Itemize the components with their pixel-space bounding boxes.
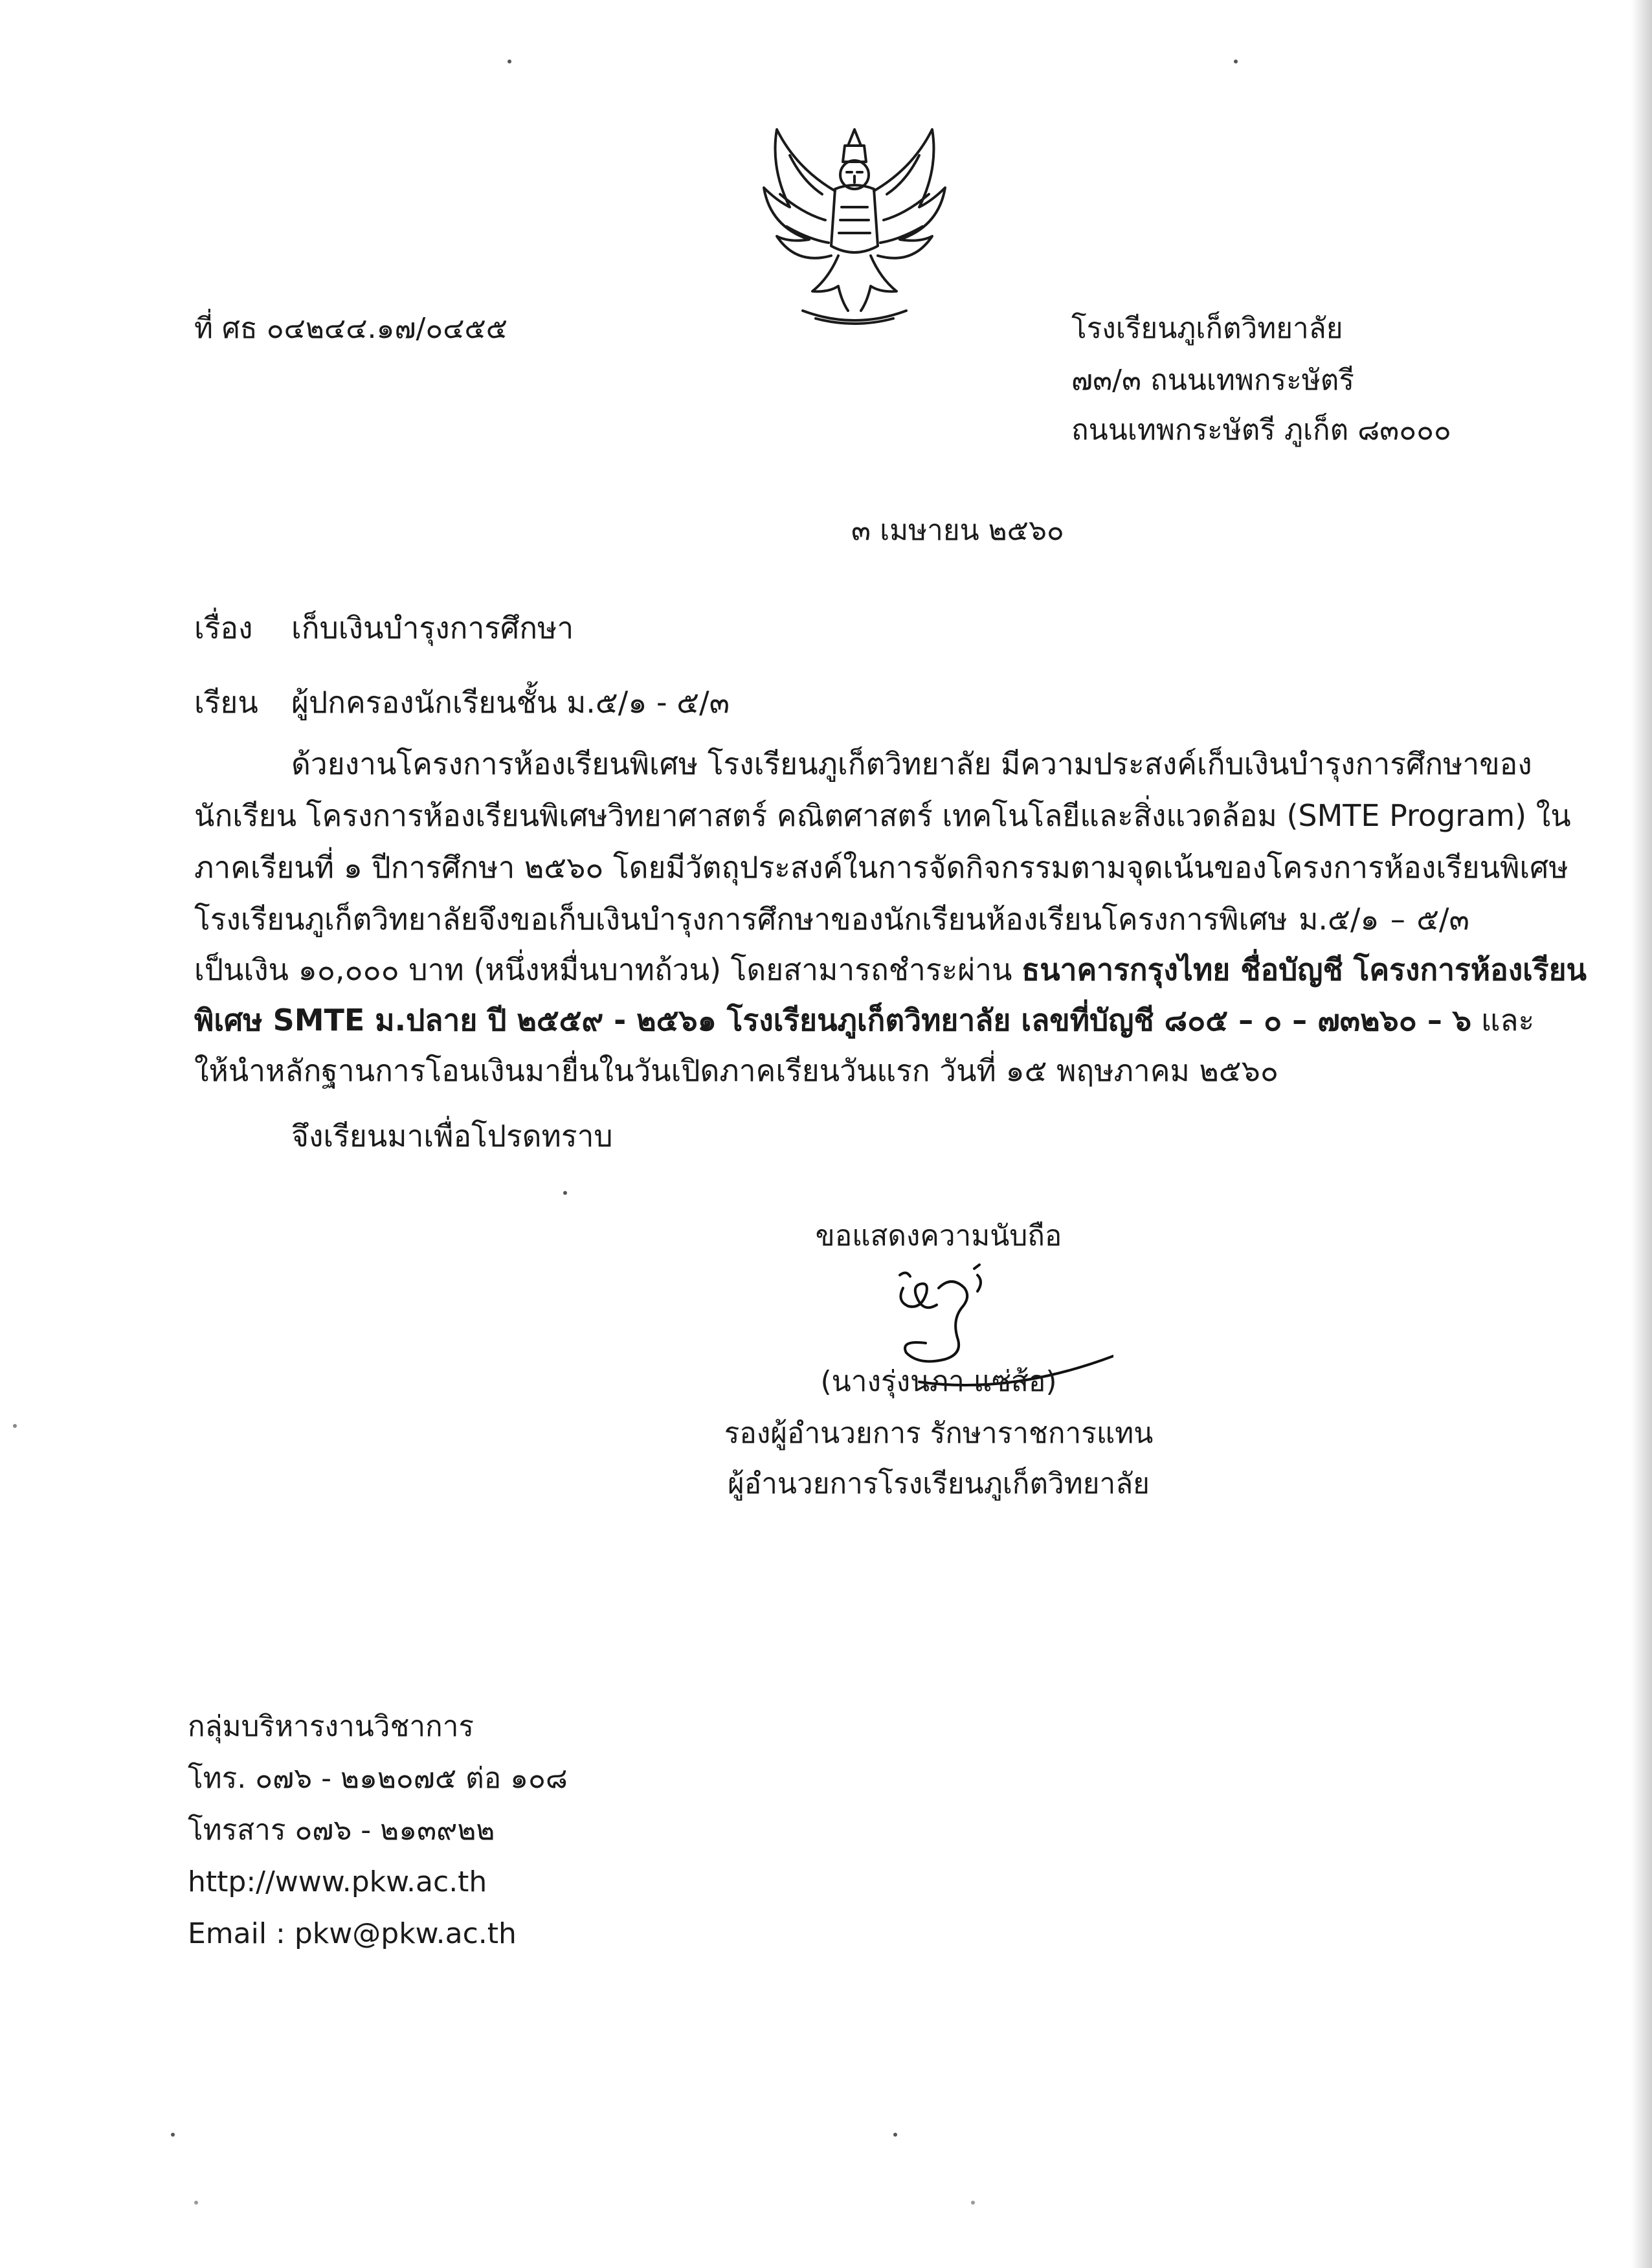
bank-account-name: ธนาคารกรุงไทย ชื่อบัญชี โครงการห้องเรียน bbox=[1021, 952, 1587, 987]
footer-website: http://www.pkw.ac.th bbox=[188, 1865, 487, 1898]
scan-speck bbox=[171, 2133, 175, 2137]
footer-department: กลุ่มบริหารงานวิชาการ bbox=[188, 1710, 474, 1743]
bank-account-details: พิเศษ SMTE ม.ปลาย ปี ๒๕๕๙ - ๒๕๖๑ โรงเรียนภูเก็ตวิทยาลัย เลขที่บัญชี ๘๐๕ – ๐ – ๗๓๒๖๐ – ๖ bbox=[194, 1003, 1472, 1038]
footer-phone: โทร. ๐๗๖ - ๒๑๒๐๗๕ ต่อ ๑๐๘ bbox=[188, 1762, 568, 1795]
scan-speck bbox=[508, 60, 511, 63]
body-line-6 bbox=[194, 1001, 1535, 1040]
closing-line: จึงเรียนมาเพื่อโปรดทราบ bbox=[291, 1118, 613, 1153]
scan-speck bbox=[893, 2133, 897, 2137]
sender-address-line2: ถนนเทพกระษัตรี ภูเก็ต ๘๓๐๐๐ bbox=[1071, 414, 1451, 447]
document-date: ๓ เมษายน ๒๕๖๐ bbox=[851, 514, 1064, 547]
body-line-2: นักเรียน โครงการห้องเรียนพิเศษวิทยาศาสตร์ คณิตศาสตร์ เทคโนโลยีและสิ่งแวดล้อม (SMTE Program) ใน bbox=[194, 798, 1571, 833]
garuda-emblem-icon bbox=[751, 117, 958, 330]
complimentary-close: ขอแสดงความนับถือ bbox=[815, 1219, 1062, 1252]
sender-name: โรงเรียนภูเก็ตวิทยาลัย bbox=[1071, 312, 1343, 345]
body-line-1: ด้วยงานโครงการห้องเรียนพิเศษ โรงเรียนภูเก็ตวิทยาลัย มีความประสงค์เก็บเงินบำรุงการศึกษาของ bbox=[291, 746, 1532, 781]
body-line-5-plain: เป็นเงิน ๑๐,๐๐๐ บาท (หนึ่งหมื่นบาทถ้วน) โดยสามารถชำระผ่าน bbox=[194, 952, 1012, 987]
footer-fax: โทรสาร ๐๗๖ - ๒๑๓๙๒๒ bbox=[188, 1814, 495, 1847]
signer-name: (นางรุ่งนภา แซ่ส้อ) bbox=[820, 1365, 1057, 1398]
scan-speck bbox=[1234, 60, 1238, 63]
document-number: ที่ ศธ ๐๔๒๔๔.๑๗/๐๔๕๕ bbox=[194, 312, 508, 345]
footer-email: Email : pkw@pkw.ac.th bbox=[188, 1917, 517, 1950]
sender-address-line1: ๗๓/๓ ถนนเทพกระษัตรี bbox=[1071, 364, 1355, 397]
body-line-4: โรงเรียนภูเก็ตวิทยาลัยจึงขอเก็บเงินบำรุงการศึกษาของนักเรียนห้องเรียนโครงการพิเศษ ม.๕/๑ – ๕/๓ bbox=[194, 902, 1469, 937]
scan-speck bbox=[194, 2201, 198, 2205]
subject-label: เรื่อง bbox=[194, 610, 253, 645]
body-line-5 bbox=[194, 950, 1587, 989]
scan-edge-shadow bbox=[1631, 0, 1652, 2268]
scan-speck bbox=[13, 1424, 17, 1428]
body-line-6-plain: และ bbox=[1480, 1003, 1535, 1038]
recipient-text: ผู้ปกครองนักเรียนชั้น ม.๕/๑ - ๕/๓ bbox=[291, 685, 730, 720]
subject-text: เก็บเงินบำรุงการศึกษา bbox=[291, 610, 574, 645]
body-line-3: ภาคเรียนที่ ๑ ปีการศึกษา ๒๕๖๐ โดยมีวัตถุประสงค์ในการจัดกิจกรรมตามจุดเน้นของโครงการห้องเรียนพิเศษ bbox=[194, 850, 1568, 885]
signer-position-2: ผู้อำนวยการโรงเรียนภูเก็ตวิทยาลัย bbox=[728, 1467, 1150, 1500]
recipient-label: เรียน bbox=[194, 685, 258, 720]
scan-speck bbox=[563, 1191, 567, 1195]
body-line-7: ให้นำหลักฐานการโอนเงินมายื่นในวันเปิดภาคเรียนวันแรก วันที่ ๑๕ พฤษภาคม ๒๕๖๐ bbox=[194, 1053, 1278, 1088]
scan-speck bbox=[971, 2201, 975, 2205]
signer-position-1: รองผู้อำนวยการ รักษาราชการแทน bbox=[724, 1417, 1154, 1450]
